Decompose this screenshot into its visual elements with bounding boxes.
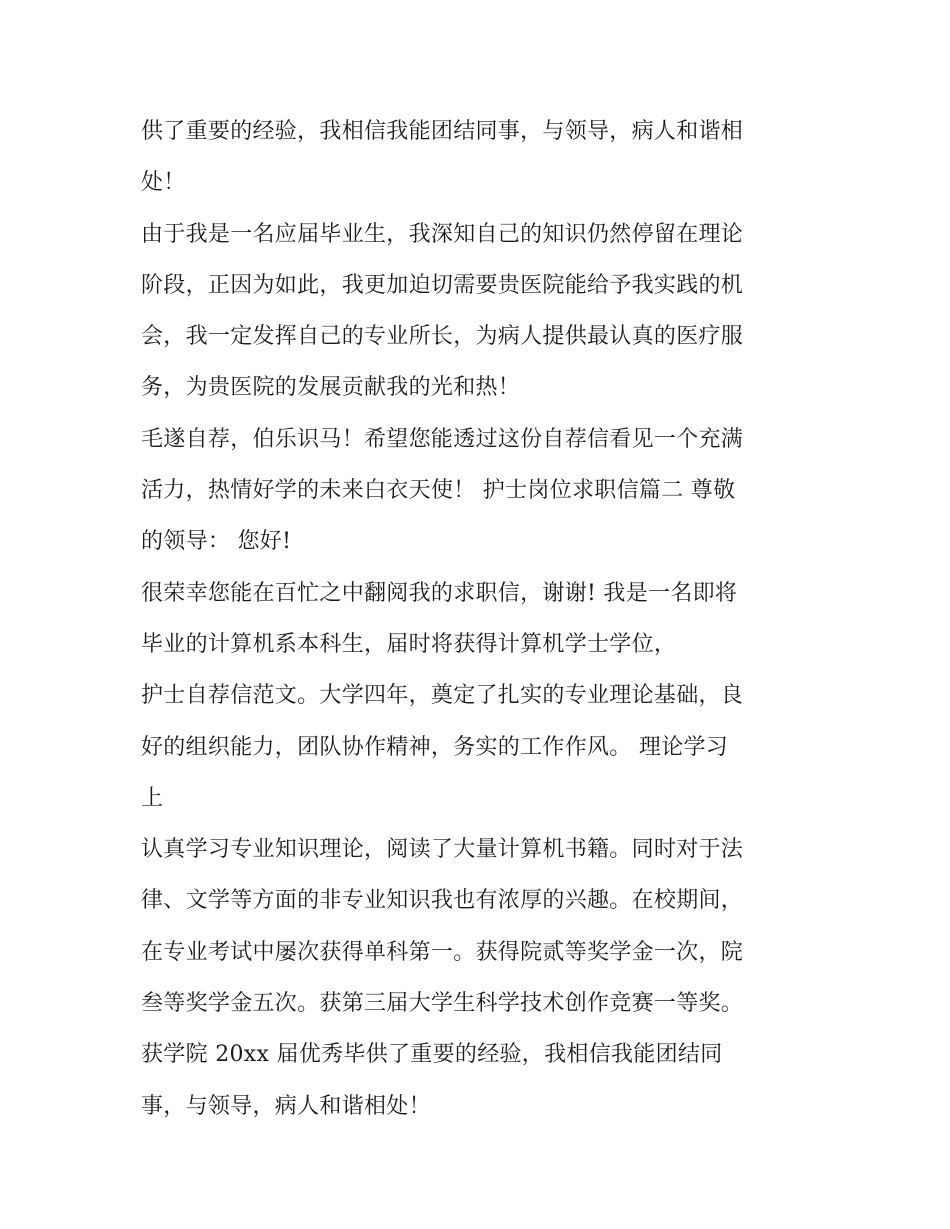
text-line: 很荣幸您能在百忙之中翻阅我的求职信，谢谢! 我是一名即将 [141, 580, 738, 606]
text-line: 的领导： 您好! [141, 529, 292, 555]
text-line: 处！ [141, 170, 186, 196]
text-line: 会，我一定发挥自己的专业所长，为病人提供最认真的医疗服 [141, 324, 744, 350]
text-line: 上 [141, 785, 164, 811]
text-line: 活力，热情好学的未来白衣天使！ 护士岗位求职信篇二 尊敬 [141, 478, 736, 504]
text-line: 护士自荐信范文。大学四年，奠定了扎实的专业理论基础，良 [141, 683, 744, 709]
text-line: 叁等奖学金五次。获第三届大学生科学技术创作竞赛一等奖。 [141, 991, 744, 1017]
document-body [141, 106, 821, 1132]
text-line: 由于我是一名应届毕业生，我深知自己的知识仍然停留在理论 [141, 221, 744, 247]
text-line: 毕业的计算机系本科生，届时将获得计算机学士学位， [141, 631, 677, 657]
text-line: 在专业考试中屡次获得单科第一。获得院贰等奖学金一次，院 [141, 939, 744, 965]
text-line: 律、文学等方面的非专业知识我也有浓厚的兴趣。在校期间， [141, 888, 744, 914]
text-line: 认真学习专业知识理论，阅读了大量计算机书籍。同时对于法 [141, 837, 744, 863]
text-line: 获学院 20xx 届优秀毕供了重要的经验，我相信我能团结同 [141, 1042, 723, 1068]
text-line: 供了重要的经验，我相信我能团结同事，与领导，病人和谐相 [141, 119, 744, 144]
text-line: 好的组织能力，团队协作精神，务实的工作作风。 理论学习 [141, 734, 729, 760]
text-line: 毛遂自荐，伯乐识马！希望您能透过这份自荐信看见一个充满 [141, 426, 744, 452]
text-line: 务，为贵医院的发展贡献我的光和热！ [141, 375, 521, 401]
text-line: 事，与领导，病人和谐相处！ [141, 1093, 431, 1119]
text-line: 阶段，正因为如此，我更加迫切需要贵医院能给予我实践的机 [141, 272, 744, 298]
